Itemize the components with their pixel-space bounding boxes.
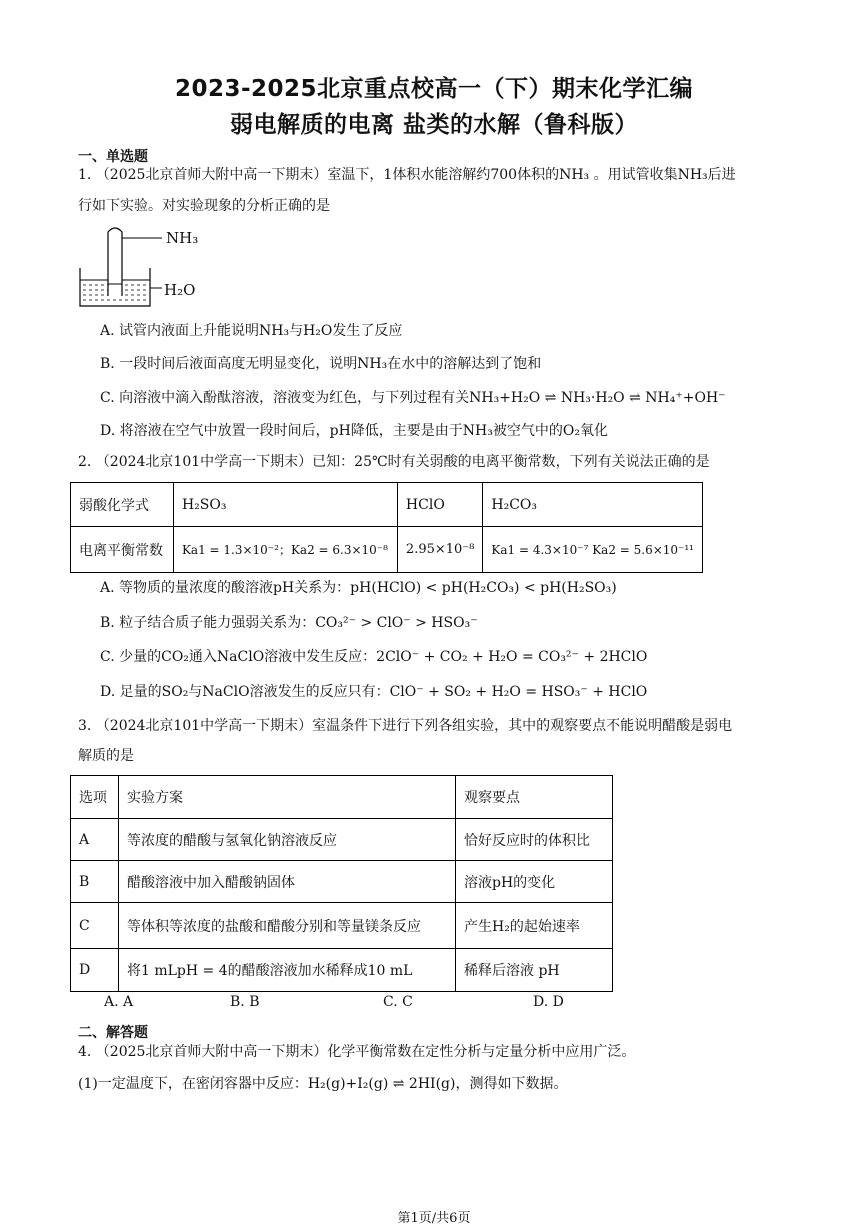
table-cell: 观察要点 — [456, 776, 613, 819]
table-row — [71, 819, 613, 861]
table-cell: 醋酸溶液中加入醋酸钠固体 — [119, 861, 456, 903]
table-cell: 将1 mLpH = 4的醋酸溶液加水稀释成10 mL — [119, 949, 456, 992]
table-cell: Ka1 = 4.3×10⁻⁷ Ka2 = 5.6×10⁻¹¹ — [483, 527, 703, 573]
test-tube-in-beaker-diagram — [78, 222, 228, 310]
q1-figure-label-h2o: H₂O — [164, 281, 196, 299]
table-cell: 选项 — [71, 776, 119, 819]
table-row — [71, 776, 613, 819]
q2-option-b: B. 粒子结合质子能力强弱关系为：CO₃²⁻ > ClO⁻ > HSO₃⁻ — [100, 615, 478, 631]
q4-subquestion-1: (1)一定温度下，在密闭容器中反应：H₂(g)+I₂(g) ⇌ 2HI(g)，测得如下数据。 — [78, 1076, 568, 1092]
table-cell: 弱酸化学式 — [71, 483, 174, 527]
table-cell: H₂SO₃ — [173, 483, 397, 527]
q2-ionization-constants-table — [70, 482, 703, 573]
table-cell: D — [71, 949, 119, 992]
table-cell: 等体积等浓度的盐酸和醋酸分别和等量镁条反应 — [119, 903, 456, 949]
table-cell: H₂CO₃ — [483, 483, 703, 527]
q2-stem: 2. （2024北京101中学高一下期末）已知：25℃时有关弱酸的电离平衡常数，下列有关说法正确的是 — [78, 454, 710, 470]
table-cell: A — [71, 819, 119, 861]
q3-choice-b: B. B — [230, 994, 260, 1010]
table-cell: 电离平衡常数 — [71, 527, 174, 573]
q3-experiment-table — [70, 775, 613, 992]
q1-option-d: D. 将溶液在空气中放置一段时间后，pH降低，主要是由于NH₃被空气中的O₂氧化 — [100, 423, 608, 439]
table-cell: Ka1 = 1.3×10⁻²；Ka2 = 6.3×10⁻⁸ — [173, 527, 397, 573]
table-cell: 溶液pH的变化 — [456, 861, 613, 903]
q2-option-c: C. 少量的CO₂通入NaClO溶液中发生反应：2ClO⁻ + CO₂ + H₂O = CO₃²⁻ + 2HClO — [100, 649, 648, 665]
table-row — [71, 861, 613, 903]
table-cell: 稀释后溶液 pH — [456, 949, 613, 992]
table-row — [71, 483, 703, 527]
table-cell: 等浓度的醋酸与氢氧化钠溶液反应 — [119, 819, 456, 861]
q3-choice-a: A. A — [104, 994, 134, 1010]
q4-stem: 4. （2025北京首师大附中高一下期末）化学平衡常数在定性分析与定量分析中应用广泛。 — [78, 1044, 636, 1060]
q2-option-a: A. 等物质的量浓度的酸溶液pH关系为：pH(HClO) < pH(H₂CO₃) < pH(H₂SO₃) — [100, 580, 617, 596]
q2-option-d: D. 足量的SO₂与NaClO溶液发生的反应只有：ClO⁻ + SO₂ + H₂O = HSO₃⁻ + HClO — [100, 684, 648, 700]
table-row — [71, 949, 613, 992]
q1-option-c: C. 向溶液中滴入酚酞溶液，溶液变为红色，与下列过程有关NH₃+H₂O ⇌ NH₃·H₂O ⇌ NH₄⁺+OH⁻ — [100, 390, 726, 406]
table-cell: 2.95×10⁻⁸ — [397, 527, 482, 573]
q1-figure-label-nh3: NH₃ — [166, 229, 199, 247]
section-heading-single-choice: 一、单选题 — [78, 149, 148, 165]
q3-choice-d: D. D — [533, 994, 564, 1010]
table-row — [71, 527, 703, 573]
document-title: 2023-2025北京重点校高一（下）期末化学汇编 — [174, 76, 694, 102]
section-heading-answer: 二、解答题 — [78, 1025, 148, 1041]
document-subtitle: 弱电解质的电离 盐类的水解（鲁科版） — [229, 112, 638, 138]
q3-stem-line1: 3. （2024北京101中学高一下期末）室温条件下进行下列各组实验，其中的观察要点不能说明醋酸是弱电 — [78, 718, 733, 734]
table-cell: C — [71, 903, 119, 949]
q1-stem-line2: 行如下实验。对实验现象的分析正确的是 — [78, 198, 330, 214]
page-number: 第1页/共6页 — [397, 1211, 471, 1226]
q1-stem-line1: 1. （2025北京首师大附中高一下期末）室温下，1体积水能溶解约700体积的NH₃ 。用试管收集NH₃后进 — [78, 167, 736, 183]
q1-option-a: A. 试管内液面上升能说明NH₃与H₂O发生了反应 — [100, 323, 403, 339]
table-cell: B — [71, 861, 119, 903]
q1-apparatus-figure — [78, 222, 228, 310]
q3-stem-line2: 解质的是 — [78, 748, 134, 764]
table-cell: HClO — [397, 483, 482, 527]
q3-choice-c: C. C — [383, 994, 413, 1010]
table-cell: 实验方案 — [119, 776, 456, 819]
table-cell: 产生H₂的起始速率 — [456, 903, 613, 949]
table-cell: 恰好反应时的体积比 — [456, 819, 613, 861]
table-row — [71, 903, 613, 949]
q1-option-b: B. 一段时间后液面高度无明显变化，说明NH₃在水中的溶解达到了饱和 — [100, 356, 542, 372]
